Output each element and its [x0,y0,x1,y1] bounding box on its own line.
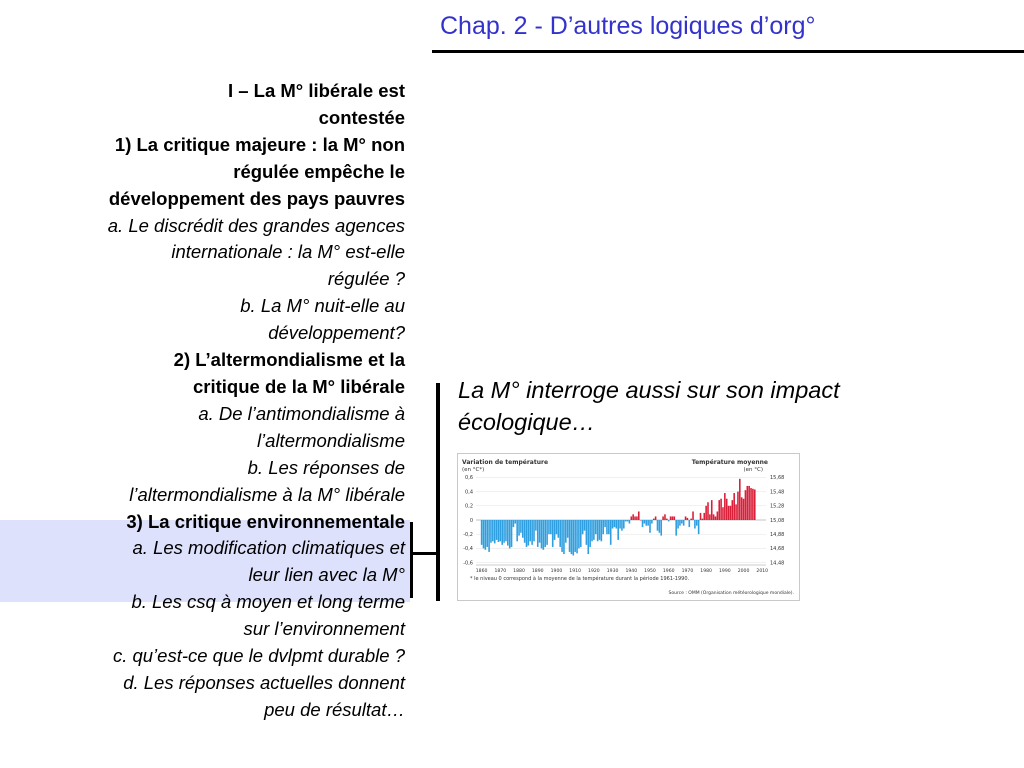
temperature-bar [660,520,662,536]
chart-source: Source : OMM (Organisation météorologique mondiale). [668,591,794,596]
outline-subsection-current: a. Les modification climatiques et [132,537,405,559]
temperature-bar [535,520,537,531]
temperature-bar [559,520,561,547]
outline-section-heading: critique de la M° libérale [193,375,405,397]
left-axis-title: Variation de température [462,459,549,466]
x-tick-label: 1860 [475,569,488,574]
temperature-bar [601,520,603,541]
temperature-bar [621,520,623,531]
temperature-bar [737,492,739,520]
x-tick-label: 1890 [531,569,544,574]
temperature-bar [722,507,724,520]
temperature-bar [481,520,483,545]
right-tick-label: 15,28 [770,503,785,510]
temperature-bar [483,520,485,548]
temperature-bar [692,511,694,520]
temperature-bar [509,520,511,548]
temperature-bar [561,520,563,552]
temperature-bar [528,520,530,546]
temperature-bar [670,516,672,520]
temperature-bar [541,520,543,548]
temperature-bar [690,519,692,520]
outline-subsection: b. Les csq à moyen et long terme [131,591,405,613]
outline-section-heading: développement des pays pauvres [108,187,405,209]
temperature-bar [505,520,507,541]
temperature-bar [556,520,558,534]
temperature-bar [741,497,743,520]
bracket-left-bar [410,522,413,598]
outline-subsection: b. La M° nuit-elle au [240,295,405,317]
temperature-bar [732,500,734,520]
outline-subsection: d. Les réponses actuelles donnent [123,671,405,693]
chart-footnote: * le niveau 0 correspond à la moyenne de la température durant la période 1961-1990. [470,576,690,582]
temperature-bar [518,520,520,536]
temperature-bar [524,520,526,543]
temperature-bar [533,520,535,541]
chart-bars [481,479,756,556]
course-outline [0,78,405,724]
temperature-chart [457,453,800,601]
temperature-bar [537,520,539,547]
temperature-bar [597,520,599,541]
outline-section-heading-current: 3) La critique environnementale [126,510,405,532]
x-tick-label: 1980 [700,569,712,574]
outline-subsection: a. De l’antimondialisme à [198,402,405,424]
y-tick-label: -0,2 [463,531,473,538]
temperature-bar [653,519,655,520]
temperature-bar [681,520,683,524]
temperature-bar [644,520,646,524]
temperature-bar [485,520,487,550]
temperature-bar [659,520,661,533]
temperature-bar [685,516,687,520]
temperature-bar [514,520,516,524]
outline-section-heading: régulée empêche le [233,160,405,182]
x-tick-label: 2010 [756,569,769,574]
temperature-bar [558,520,560,538]
temperature-bar [619,520,621,529]
temperature-bar [614,520,616,527]
x-tick-label: 2000 [737,569,750,574]
temperature-bar [634,516,636,520]
temperature-bar [687,518,689,520]
temperature-bar [632,514,634,520]
temperature-bar [694,520,696,529]
x-tick-label: 1940 [625,569,638,574]
temperature-bar [492,520,494,541]
temperature-bar [645,520,647,526]
temperature-bar [593,520,595,540]
slide-title: Chap. 2 - D’autres logiques d’org° [440,12,816,40]
temperature-bar [735,504,737,520]
temperature-bar [688,520,690,527]
outline-subsection: développement? [268,322,405,344]
temperature-bar [501,520,503,545]
temperature-bar [616,520,618,529]
temperature-bar [548,520,550,534]
temperature-bar [649,520,651,533]
x-tick-label: 1870 [494,569,507,574]
temperature-bar [718,500,720,520]
y-tick-label: 0,4 [465,489,473,496]
temperature-bar [610,520,612,545]
temperature-bar [602,520,604,534]
temperature-bar [520,520,522,533]
temperature-bar [750,488,752,520]
outline-part-heading: I – La M° libérale est [227,80,405,101]
temperature-bar [496,520,498,540]
right-axis-title: Température moyenne [691,459,768,466]
temperature-bar [543,520,545,550]
x-tick-label: 1900 [550,569,563,574]
outline-subsection: c. qu’est-ce que le dvlpmt durable ? [112,645,405,667]
temperature-bar [683,520,685,526]
temperature-bar [702,519,704,520]
x-tick-label: 1930 [606,569,619,574]
temperature-bar [587,520,589,554]
temperature-bar [526,520,528,547]
title-underline [432,50,1024,53]
temperature-bar [576,520,578,553]
temperature-bar [666,519,668,520]
y-tick-label: 0 [469,517,473,524]
y-tick-label: -0,4 [463,546,473,553]
slide-caption: La M° interroge aussi sur son impact écologique… [458,377,840,435]
temperature-bar [630,516,632,520]
right-tick-label: 15,08 [770,517,785,524]
temperature-bar [490,520,492,543]
temperature-bar [726,499,728,520]
temperature-bar [720,499,722,520]
temperature-bar [728,506,730,520]
temperature-bar [642,520,644,527]
chart-right-ticks [770,475,784,566]
temperature-bar [606,520,608,534]
temperature-bar [516,520,518,541]
outline-section-heading: 1) La critique majeure : la M° non [114,133,405,155]
outline-subsection: a. Le discrédit des grandes agences [107,214,405,236]
temperature-bar [572,520,574,555]
right-tick-label: 14,48 [770,560,785,567]
temperature-bar [657,520,659,531]
temperature-bar [754,489,756,520]
outline-subsection-current: leur lien avec la M° [248,564,405,586]
temperature-bar [552,520,554,547]
temperature-chart-svg [458,454,799,600]
temperature-bar [703,513,705,520]
temperature-bar [586,520,588,545]
x-tick-label: 1910 [569,569,582,574]
temperature-bar [668,520,670,521]
temperature-bar [698,520,700,534]
temperature-bar [717,511,719,520]
temperature-bar [746,486,748,520]
outline-part-heading: contestée [318,106,405,128]
temperature-bar [569,520,571,552]
temperature-bar [554,520,556,540]
chart-x-ticks [476,565,768,574]
outline-subsection: régulée ? [327,268,405,290]
temperature-bar [752,489,754,520]
right-axis-unit: (en °C) [743,467,763,473]
right-tick-label: 15,68 [770,475,785,482]
temperature-bar [625,520,627,521]
right-tick-label: 14,68 [770,546,785,553]
temperature-bar [711,500,713,520]
y-tick-label: 0,2 [465,503,473,510]
temperature-bar [582,520,584,534]
left-axis-unit: (en °C*) [462,467,485,473]
temperature-bar [679,520,681,526]
temperature-bar [705,506,707,520]
temperature-bar [580,520,582,547]
temperature-bar [627,520,629,521]
temperature-bar [571,520,573,554]
temperature-bar [500,520,502,541]
temperature-bar [715,516,717,520]
temperature-bar [584,520,586,531]
temperature-bar [743,499,745,520]
temperature-bar [608,520,610,534]
x-tick-label: 1880 [513,569,525,574]
temperature-bar [599,520,601,540]
right-tick-label: 14,88 [770,531,785,538]
temperature-bar [522,520,524,538]
temperature-bar [589,520,591,547]
temperature-bar [511,520,513,547]
temperature-bar [563,520,565,554]
temperature-bar [651,520,653,524]
temperature-bar [617,520,619,540]
temperature-bar [664,514,666,520]
temperature-bar [709,514,711,520]
bracket-right-bar [436,383,440,601]
x-tick-label: 1990 [718,569,731,574]
temperature-bar [730,506,732,520]
temperature-bar [507,520,509,546]
temperature-bar [662,516,664,520]
temperature-bar [513,520,515,527]
temperature-bar [638,511,640,520]
temperature-bar [565,520,567,543]
outline-subsection: l’altermondialisme [256,429,405,451]
outline-section-heading: 2) L’altermondialisme et la [173,349,405,371]
outline-subsection: internationale : la M° est-elle [171,241,405,263]
temperature-bar [567,520,569,538]
temperature-bar [604,520,606,527]
y-tick-label: -0,6 [463,560,473,567]
x-tick-label: 1960 [662,569,675,574]
temperature-bar [629,520,631,524]
temperature-bar [674,516,676,520]
temperature-bar [544,520,546,547]
bracket-link-line [413,552,437,555]
chart-y-ticks [463,475,473,566]
outline-subsection: l’altermondialisme à la M° libérale [129,483,405,505]
temperature-bar [677,520,679,529]
temperature-bar [550,520,552,534]
temperature-bar [574,520,576,552]
temperature-bar [707,502,709,520]
outline-subsection: sur l’environnement [243,618,405,640]
temperature-bar [636,516,638,520]
temperature-bar [675,520,677,536]
temperature-bar [739,479,741,520]
temperature-bar [498,520,500,542]
temperature-bar [531,520,533,545]
temperature-bar [486,520,488,547]
temperature-bar [623,520,625,529]
temperature-bar [733,493,735,520]
temperature-bar [748,486,750,520]
x-tick-label: 1920 [588,569,600,574]
temperature-bar [672,516,674,520]
temperature-bar [578,520,580,548]
y-tick-label: 0,6 [465,475,473,482]
temperature-bar [529,520,531,541]
right-tick-label: 15,48 [770,489,785,496]
temperature-bar [591,520,593,541]
temperature-bar [724,493,726,520]
temperature-bar [503,520,505,543]
outline-subsection: peu de résultat… [264,698,405,720]
temperature-bar [700,513,702,520]
outline-subsection: b. Les réponses de [247,456,405,478]
temperature-bar [539,520,541,543]
temperature-bar [488,520,490,552]
temperature-bar [612,520,614,529]
temperature-bar [595,520,597,534]
temperature-bar [494,520,496,543]
x-tick-label: 1950 [644,569,656,574]
temperature-bar [745,490,747,520]
temperature-bar [713,514,715,520]
x-tick-label: 1970 [681,569,694,574]
temperature-bar [546,520,548,545]
temperature-bar [655,516,657,520]
temperature-bar [696,520,698,526]
temperature-bar [647,520,649,526]
